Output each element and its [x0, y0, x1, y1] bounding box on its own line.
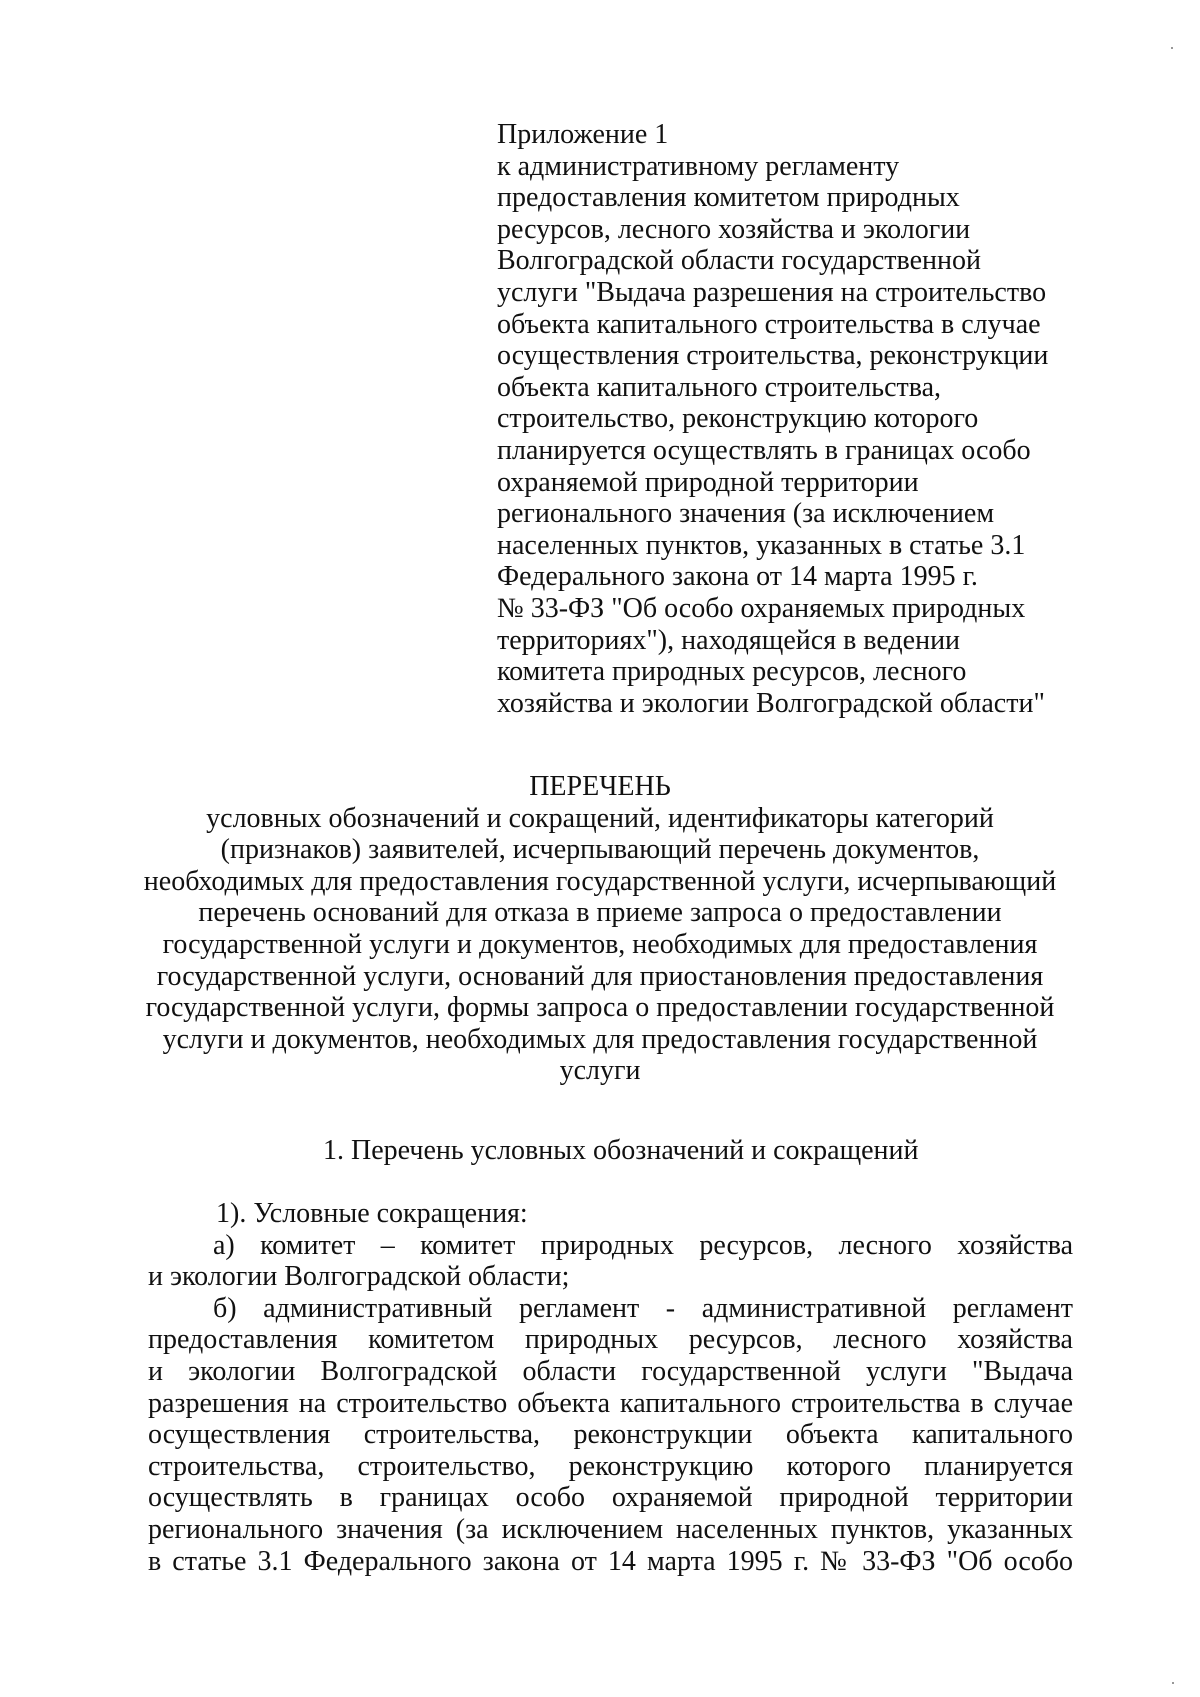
appendix-line: осуществления строительства, реконструкции	[497, 340, 1049, 372]
scan-speck	[1171, 47, 1173, 49]
body-line: регионального значения (за исключением населенных пунктов, указанных	[148, 1513, 1073, 1545]
body-line: в статье 3.1 Федерального закона от 14 марта 1995 г. № 33-ФЗ "Об особо	[148, 1545, 1073, 1577]
body-line: предоставления комитетом природных ресурсов, лесного хозяйства	[148, 1324, 1073, 1356]
body-line: и экологии Волгоградской области;	[148, 1261, 570, 1293]
appendix-line: охраняемой природной территории	[497, 466, 919, 498]
title-heading: ПЕРЕЧЕНЬ	[529, 771, 671, 802]
appendix-line: объекта капитального строительства в случае	[497, 308, 1041, 340]
appendix-header	[497, 119, 1147, 719]
appendix-line: хозяйства и экологии Волгоградской области"	[497, 687, 1045, 719]
appendix-line: Федерального закона от 14 марта 1995 г.	[497, 561, 978, 593]
appendix-line: предоставления комитетом природных	[497, 182, 960, 214]
title-line: государственной услуги, оснований для приостановления предоставления	[156, 960, 1044, 992]
body-line: а) комитет – комитет природных ресурсов, лесного хозяйства	[213, 1229, 1073, 1261]
appendix-line: территориях"), находящейся в ведении	[497, 624, 961, 656]
appendix-line: к административному регламенту	[497, 150, 900, 182]
body-line: строительства, строительство, реконструкцию которого планируется	[148, 1450, 1073, 1482]
body-line: б) административный регламент - административной регламент	[213, 1292, 1073, 1324]
appendix-line: планируется осуществлять в границах особо	[497, 434, 1031, 466]
appendix-line: объекта капитального строительства,	[497, 371, 942, 403]
title-line: условных обозначений и сокращений, идентификаторы категорий	[206, 802, 994, 834]
title-line: услуги и документов, необходимых для предоставления государственной	[162, 1023, 1038, 1055]
title-line: услуги	[559, 1055, 641, 1087]
appendix-line: комитета природных ресурсов, лесного	[497, 656, 967, 688]
appendix-line: № 33-ФЗ "Об особо охраняемых природных	[497, 592, 1026, 624]
appendix-line: населенных пунктов, указанных в статье 3.1	[497, 529, 1026, 561]
appendix-line: Приложение 1	[497, 119, 669, 150]
body-line: осуществления строительства, реконструкции объекта капитального	[148, 1419, 1073, 1451]
title-line: (признаков) заявителей, исчерпывающий перечень документов,	[220, 834, 980, 866]
appendix-line: ресурсов, лесного хозяйства и экологии	[497, 213, 971, 245]
title-line: государственной услуги и документов, необходимых для предоставления	[162, 928, 1038, 960]
appendix-line: регионального значения (за исключением	[497, 498, 995, 530]
appendix-line: Волгоградской области государственной	[497, 245, 981, 277]
body-line: и экологии Волгоградской области государственной услуги "Выдача	[148, 1355, 1073, 1387]
body-line: 1). Условные сокращения:	[216, 1198, 528, 1229]
title-line: государственной услуги, формы запроса о предоставлении государственной	[145, 992, 1055, 1024]
body-line: разрешения на строительство объекта капитального строительства в случае	[148, 1387, 1073, 1419]
section-heading: 1. Перечень условных обозначений и сокращений	[323, 1135, 919, 1166]
title-line: необходимых для предоставления государственной услуги, исчерпывающий	[143, 865, 1057, 897]
appendix-line: строительство, реконструкцию которого	[497, 403, 979, 435]
scan-speck	[1172, 1682, 1174, 1684]
appendix-line: услуги "Выдача разрешения на строительство	[497, 276, 1047, 308]
body-line: осуществлять в границах особо охраняемой природной территории	[148, 1482, 1073, 1514]
document-title	[0, 771, 1200, 1087]
title-line: перечень оснований для отказа в приеме запроса о предоставлении	[198, 897, 1002, 929]
body-text	[148, 1198, 1073, 1577]
